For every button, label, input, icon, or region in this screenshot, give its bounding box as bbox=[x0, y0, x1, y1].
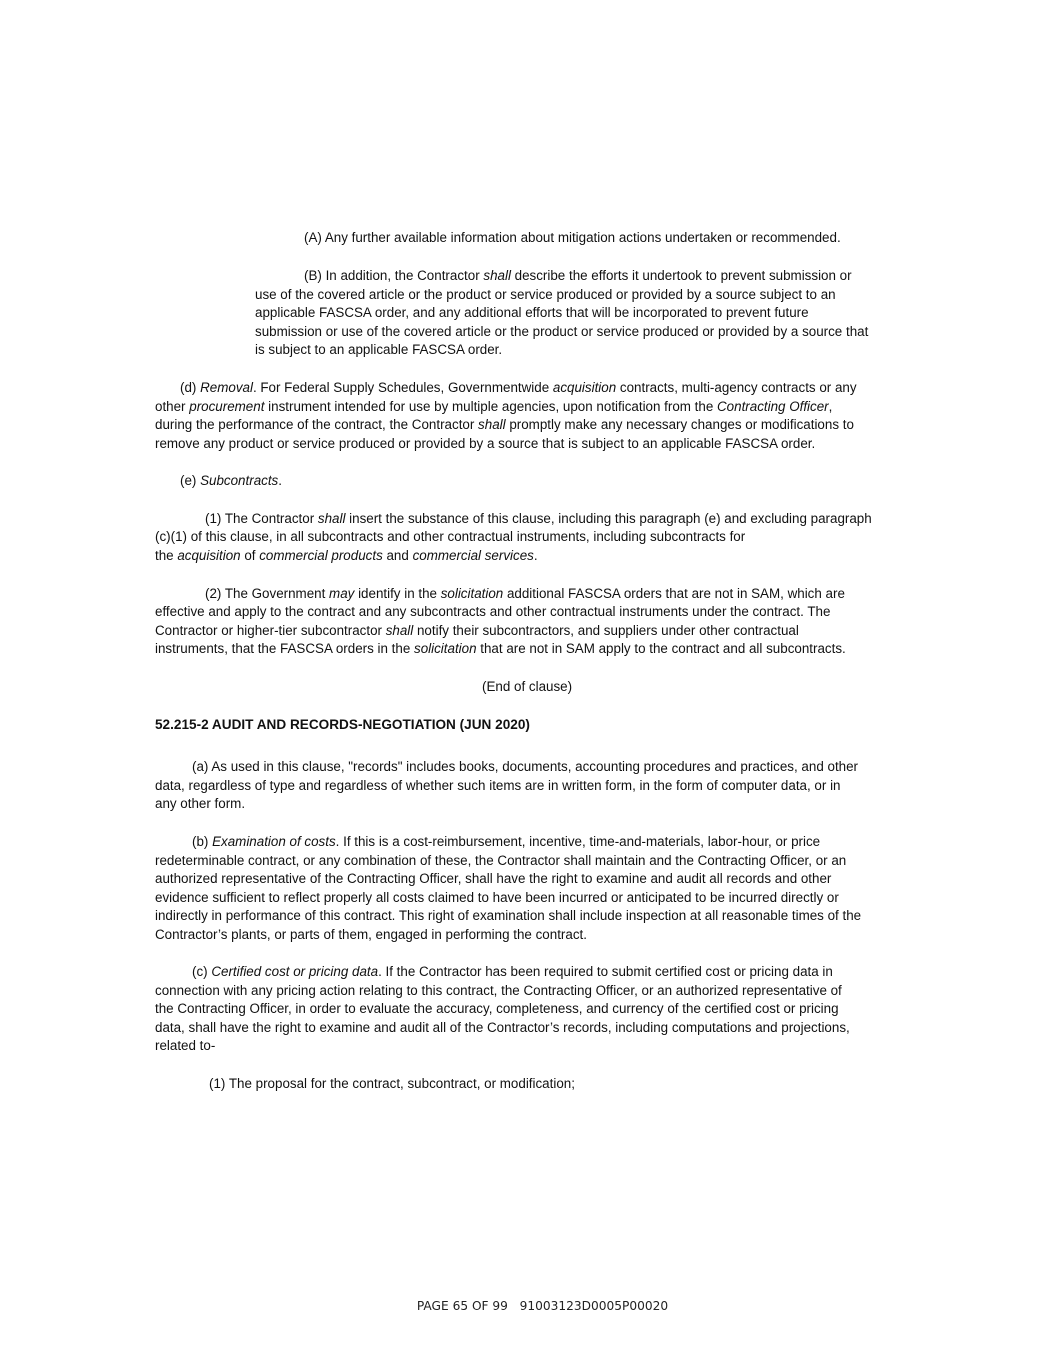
paragraph-e1-line-3: the acquisition of commercial products and commercial services. bbox=[155, 548, 538, 563]
paragraph-c-line-4: data, shall have the right to examine and audit all of the Contractor’s records, including computations and projections, bbox=[155, 1020, 850, 1035]
document-number: 91003123D0005P00020 bbox=[519, 1299, 669, 1313]
paragraph-e2-line-3: Contractor or higher-tier subcontractor shall notify their subcontractors, and suppliers under other contractual bbox=[155, 623, 799, 638]
paragraph-c-line-3: the Contracting Officer, in order to evaluate the accuracy, completeness, and currency of the certified cost or pricing bbox=[155, 1001, 839, 1016]
paragraph-e1-line-2: (c)(1) of this clause, in all subcontracts and other contractual instruments, including subcontracts for bbox=[155, 529, 746, 544]
section-heading: 52.215-2 AUDIT AND RECORDS-NEGOTIATION (JUN 2020) bbox=[155, 717, 530, 732]
paragraph-b-costs-line-3: authorized representative of the Contracting Officer, shall have the right to examine and audit all records and other bbox=[155, 871, 832, 886]
paragraph-b-line-2: use of the covered article or the product or service produced or provided by a source subject to an bbox=[255, 287, 836, 302]
paragraph-e2-line-2: effective and apply to the contract and any subcontracts and other contractual instruments under the contract. The bbox=[155, 604, 831, 619]
paragraph-d-line-3: during the performance of the contract, the Contractor shall promptly make any necessary changes or modifications to bbox=[155, 417, 854, 432]
paragraph-a-records-line-3: any other form. bbox=[155, 796, 246, 811]
paragraph-e-heading: (e) Subcontracts. bbox=[180, 473, 282, 488]
page-number: PAGE 65 OF 99 bbox=[416, 1299, 508, 1313]
paragraph-b-costs-line-1: (b) Examination of costs. If this is a cost-reimbursement, incentive, time-and-materials, labor-hour, or price bbox=[192, 834, 821, 849]
paragraph-a-records-line-2: data, regardless of type and regardless of whether such items are in written form, in the form of computer data, or in bbox=[155, 778, 841, 793]
end-of-clause: (End of clause) bbox=[482, 679, 573, 694]
paragraph-b-line-1: (B) In addition, the Contractor shall describe the efforts it undertook to prevent submission or bbox=[304, 268, 852, 283]
paragraph-c-line-5: related to- bbox=[155, 1038, 216, 1053]
paragraph-a-records-line-1: (a) As used in this clause, "records" includes books, documents, accounting procedures and practices, and other bbox=[192, 759, 859, 774]
paragraph-b-costs-line-2: redeterminable contract, or any combination of these, the Contractor shall maintain and the Contracting Officer, or an bbox=[155, 853, 847, 868]
paragraph-d-line-1: (d) Removal. For Federal Supply Schedules, Governmentwide acquisition contracts, multi-agency contracts or any bbox=[180, 380, 857, 395]
page-footer bbox=[0, 1299, 1055, 1313]
paragraph-c1-proposal: (1) The proposal for the contract, subcontract, or modification; bbox=[209, 1076, 575, 1091]
paragraph-b-line-4: submission or use of the covered article or the product or service produced or provided by a source that bbox=[255, 324, 869, 339]
paragraph-d-line-2: other procurement instrument intended for use by multiple agencies, upon notification from the Contracting Officer, bbox=[155, 399, 833, 414]
paragraph-e1-line-1: (1) The Contractor shall insert the substance of this clause, including this paragraph (e) and excluding paragraph bbox=[205, 511, 872, 526]
paragraph-c-line-2: connection with any pricing action relating to this contract, the Contracting Officer, or an authorized representative of bbox=[155, 983, 842, 998]
paragraph-a-mitigation: (A) Any further available information about mitigation actions undertaken or recommended. bbox=[304, 230, 841, 245]
paragraph-d-line-4: remove any product or service produced or provided by a source that is subject to an applicable FASCSA order. bbox=[155, 436, 816, 451]
paragraph-b-costs-line-5: indirectly in performance of this contract. This right of examination shall include inspection at all reasonable times of the bbox=[155, 908, 862, 923]
paragraph-b-costs-line-6: Contractor’s plants, or parts of them, engaged in performing the contract. bbox=[155, 927, 587, 942]
paragraph-b-line-5: is subject to an applicable FASCSA order. bbox=[255, 342, 503, 357]
paragraph-b-costs-line-4: evidence sufficient to reflect properly all costs claimed to have been incurred or anticipated to be incurred directly or bbox=[155, 890, 839, 905]
paragraph-b-line-3: applicable FASCSA order, and any additional efforts that will be incorporated to prevent future bbox=[255, 305, 809, 320]
paragraph-e2-line-4: instruments, that the FASCSA orders in the solicitation that are not in SAM apply to the contract and all subcontracts. bbox=[155, 641, 846, 656]
paragraph-e2-line-1: (2) The Government may identify in the solicitation additional FASCSA orders that are not in SAM, which are bbox=[205, 586, 845, 601]
paragraph-c-line-1: (c) Certified cost or pricing data. If the Contractor has been required to submit certified cost or pricing data in bbox=[192, 964, 833, 979]
